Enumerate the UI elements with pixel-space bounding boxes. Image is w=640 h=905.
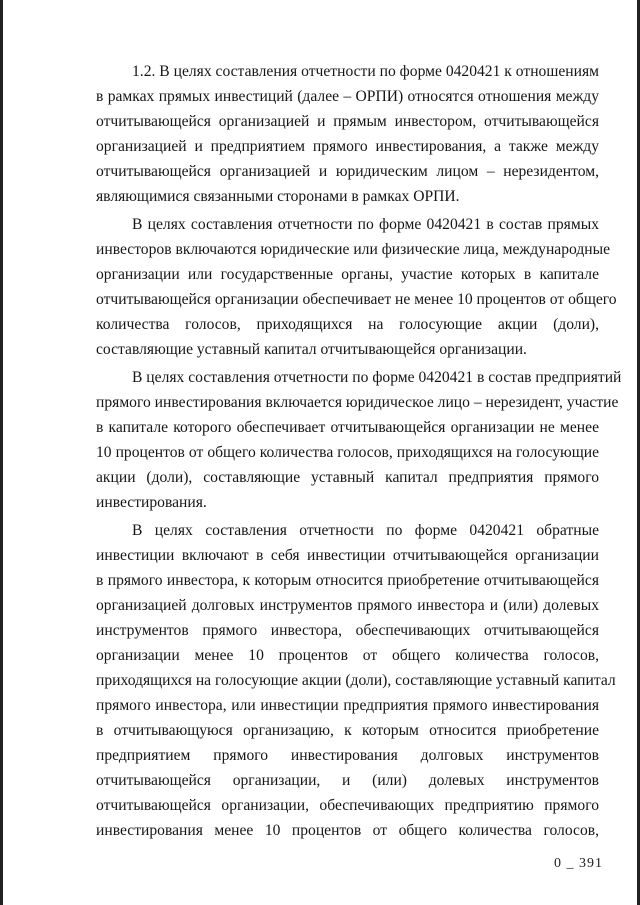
paragraph-3-line-5: акции (доли), составляющие уставный капитал предприятия прямого: [96, 469, 599, 486]
paragraph-1-line-2: в рамках прямых инвестиций (далее – ОРПИ) относятся отношения между: [96, 88, 599, 105]
paragraph-2-line-4: отчитывающейся организации обеспечивает не менее 10 процентов от общего: [96, 291, 617, 308]
paragraph-1-line-5: отчитывающейся организацией и юридическим лицом – нерезидентом,: [96, 163, 599, 180]
paragraph-4-line-7: приходящихся на голосующие акции (доли), составляющие уставный капитал: [96, 672, 616, 689]
paragraph-1-line-4: организацией и предприятием прямого инвестирования, а также между: [96, 138, 599, 155]
paragraph-4-line-2: инвестиции включают в себя инвестиции отчитывающейся организации: [96, 547, 599, 564]
paragraph-4-line-4: организацией долговых инструментов прямого инвестора и (или) долевых: [96, 597, 599, 614]
paragraph-4-line-6: организации менее 10 процентов от общего количества голосов,: [96, 647, 599, 664]
paragraph-2-line-2: инвесторов включаются юридические или физические лица, международные: [96, 241, 611, 258]
paragraph-3-line-4: 10 процентов от общего количества голосов, приходящихся на голосующие: [96, 444, 599, 461]
paragraph-1-line-3: отчитывающейся организацией и прямым инвестором, отчитывающейся: [96, 113, 599, 130]
paragraph-4-line-3: в прямого инвестора, к которым относится приобретение отчитывающейся: [96, 572, 599, 589]
paragraph-4-line-13: инвестирования менее 10 процентов от общего количества голосов,: [96, 822, 599, 839]
paragraph-3-line-2: прямого инвестирования включается юридическое лицо – нерезидент, участие: [96, 394, 619, 411]
paragraph-4-line-1: В целях составления отчетности по форме 0420421 обратные: [132, 522, 599, 539]
paragraph-3-line-3: в капитале которого обеспечивает отчитывающейся организации не менее: [96, 419, 599, 436]
paragraph-3-line-6: инвестирования.: [96, 494, 207, 511]
paragraph-4-line-5: инструментов прямого инвестора, обеспечивающих отчитывающейся: [96, 622, 599, 639]
paragraph-4-line-10: предприятием прямого инвестирования долговых инструментов: [96, 747, 599, 764]
paragraph-2-line-3: организации или государственные органы, участие которых в капитале: [96, 266, 599, 283]
paragraph-2-line-6: составляющие уставный капитал отчитывающейся организации.: [96, 341, 527, 358]
document-body: [96, 59, 622, 843]
paragraph-4-line-8: прямого инвестора, или инвестиции предприятия прямого инвестирования: [96, 697, 599, 714]
page-number: 0 _ 391: [554, 856, 603, 871]
paragraph-4-line-12: отчитывающейся организации, обеспечивающих предприятию прямого: [96, 797, 599, 814]
paragraph-3-line-1: В целях составления отчетности по форме 0420421 в состав предприятий: [132, 369, 622, 386]
paragraph-1-line-6: являющимися связанными сторонами в рамках ОРПИ.: [96, 188, 460, 205]
paragraph-1-line-1: 1.2. В целях составления отчетности по форме 0420421 к отношениям: [132, 63, 599, 80]
paragraph-4-line-9: в отчитывающуюся организацию, к которым относится приобретение: [96, 722, 599, 739]
paragraph-4-line-11: отчитывающейся организации, и (или) долевых инструментов: [96, 772, 599, 789]
paragraph-2-line-1: В целях составления отчетности по форме 0420421 в состав прямых: [132, 216, 599, 233]
scan-edge-left: [0, 0, 3, 905]
paragraph-2-line-5: количества голосов, приходящихся на голосующие акции (доли),: [96, 316, 599, 333]
